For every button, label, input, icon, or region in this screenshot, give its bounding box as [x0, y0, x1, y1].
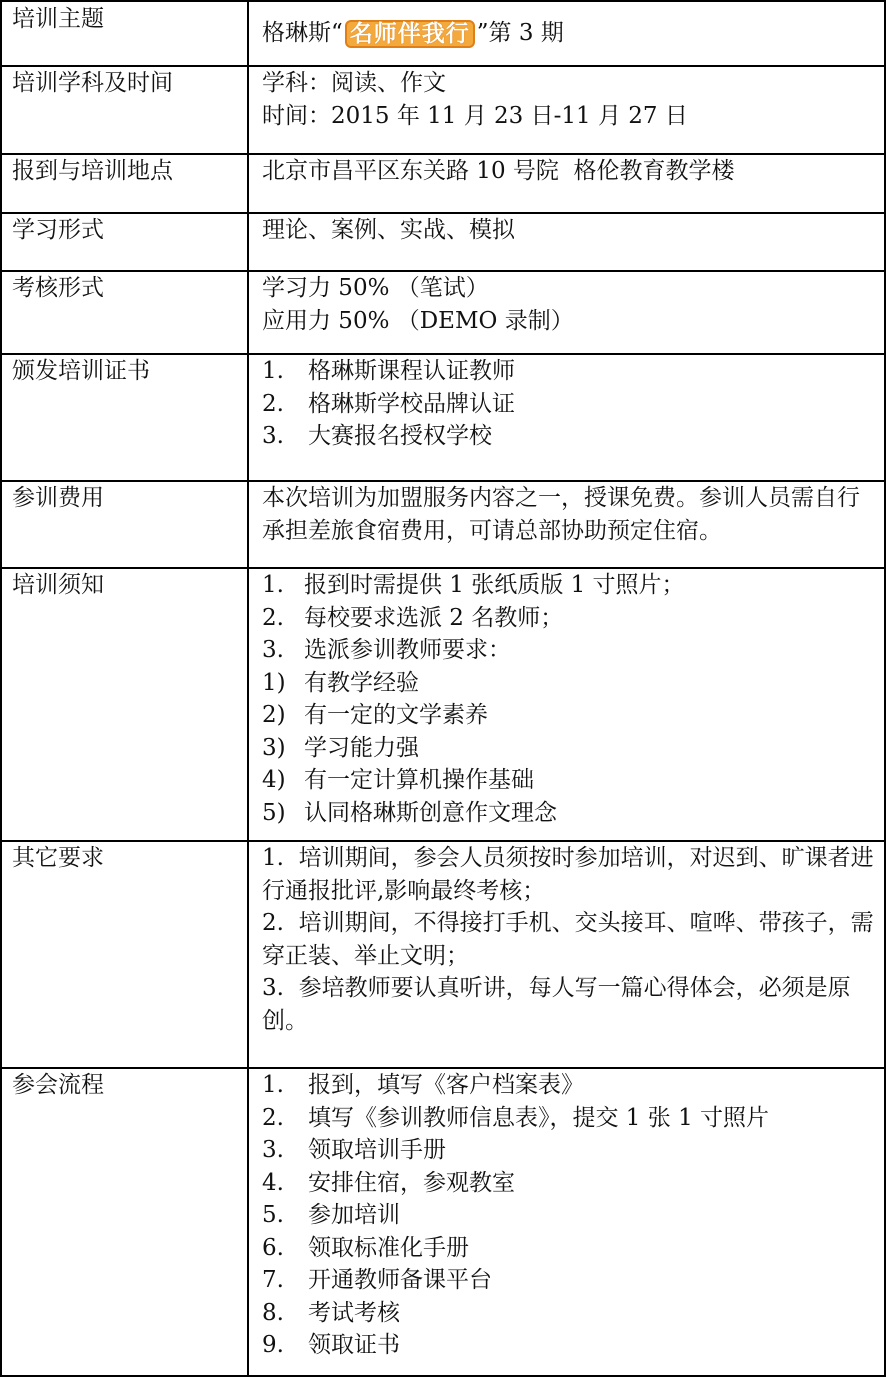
row-process — [0, 1067, 886, 1375]
theme-prefix: 格琳斯“ — [262, 20, 343, 46]
assessment-line: 应用力 50% （DEMO 录制） — [262, 307, 574, 334]
row-content — [262, 569, 878, 829]
list-number: 4) — [262, 767, 286, 793]
row-study-form — [0, 212, 886, 270]
theme-suffix: ”第 3 期 — [476, 20, 564, 46]
row-content — [262, 355, 878, 453]
list-item — [262, 602, 878, 635]
list-number: 3. — [262, 423, 284, 449]
list-item — [262, 420, 878, 453]
row-certificates — [0, 353, 886, 480]
list-item — [262, 797, 878, 830]
row-notice — [0, 567, 886, 840]
list-text: 开通教师备课平台 — [308, 1267, 492, 1293]
list-text: 安排住宿，参观教室 — [308, 1169, 515, 1196]
requirement-paragraph: 2. 培训期间，不得接打手机、交头接耳、喧哗、带孩子，需穿正装、举止文明； — [262, 910, 874, 969]
row-assessment — [0, 270, 886, 353]
list-text: 领取证书 — [308, 1332, 400, 1358]
list-number: 6. — [262, 1234, 284, 1261]
list-item — [262, 1134, 878, 1167]
study-form-text: 理论、案例、实战、模拟 — [262, 217, 515, 243]
list-number: 3) — [262, 734, 286, 761]
list-text: 学习能力强 — [304, 734, 419, 761]
list-number: 1. — [262, 358, 284, 384]
list-item — [262, 1167, 878, 1200]
list-number: 2. — [262, 1104, 284, 1131]
list-item — [262, 1069, 878, 1102]
list-text: 每校要求选派 2 名教师； — [304, 604, 564, 631]
list-item — [262, 355, 878, 388]
row-label: 其它要求 — [12, 845, 104, 871]
list-text: 格琳斯学校品牌认证 — [308, 390, 515, 417]
row-label: 考核形式 — [12, 275, 104, 301]
row-fees — [0, 480, 886, 567]
list-number: 7. — [262, 1267, 284, 1293]
row-content — [262, 1069, 878, 1362]
list-text: 有一定计算机操作基础 — [304, 767, 534, 793]
list-text: 领取培训手册 — [308, 1137, 446, 1163]
list-text: 填写《参训教师信息表》，提交 1 张 1 寸照片 — [308, 1104, 770, 1131]
row-content — [262, 155, 878, 188]
requirement-paragraph: 1. 培训期间，参会人员须按时参加培训，对迟到、旷课者进行通报批评,影响最终考核； — [262, 845, 874, 904]
row-content — [262, 272, 878, 337]
list-number: 3. — [262, 637, 284, 663]
time-text: 时间：2015 年 11 月 23 日-11 月 27 日 — [262, 102, 688, 129]
list-item — [262, 732, 878, 765]
list-text: 有教学经验 — [304, 669, 419, 696]
list-item — [262, 667, 878, 700]
list-item — [262, 388, 878, 421]
list-item — [262, 1102, 878, 1135]
list-number: 4. — [262, 1169, 284, 1196]
list-text: 领取标准化手册 — [308, 1234, 469, 1261]
list-item — [262, 1199, 878, 1232]
list-item — [262, 1297, 878, 1330]
row-content — [262, 67, 878, 132]
list-number: 8. — [262, 1299, 284, 1326]
list-item — [262, 1232, 878, 1265]
list-item — [262, 1264, 878, 1297]
list-number: 3. — [262, 1137, 284, 1163]
row-content — [262, 214, 878, 247]
row-label: 报到与培训地点 — [12, 158, 173, 184]
list-text: 参加培训 — [308, 1202, 400, 1228]
row-label: 学习形式 — [12, 217, 104, 243]
list-number: 5) — [262, 799, 286, 826]
list-number: 5. — [262, 1202, 284, 1228]
list-text: 考试考核 — [308, 1299, 400, 1326]
row-label: 培训学科及时间 — [12, 70, 173, 96]
list-item — [262, 569, 878, 602]
program-logo: 名师伴我行 — [345, 20, 475, 48]
list-text: 大赛报名授权学校 — [308, 423, 492, 449]
row-subject-time — [0, 65, 886, 153]
list-text: 报到时需提供 1 张纸质版 1 寸照片； — [304, 572, 685, 598]
row-location — [0, 153, 886, 212]
list-number: 2) — [262, 702, 286, 728]
assessment-line: 学习力 50% （笔试） — [262, 275, 489, 301]
list-text: 有一定的文学素养 — [304, 702, 488, 728]
list-number: 2. — [262, 390, 284, 417]
list-number: 1. — [262, 572, 284, 598]
location-text: 北京市昌平区东关路 10 号院 格伦教育教学楼 — [262, 158, 735, 184]
list-item — [262, 764, 878, 797]
list-number: 9. — [262, 1332, 284, 1358]
list-text: 认同格琳斯创意作文理念 — [304, 799, 557, 826]
subject-text: 学科：阅读、作文 — [262, 70, 446, 96]
list-item — [262, 1329, 878, 1362]
row-label: 培训须知 — [12, 572, 104, 598]
row-label: 参会流程 — [12, 1072, 104, 1098]
row-label: 颁发培训证书 — [12, 358, 150, 384]
row-label: 参训费用 — [12, 485, 104, 511]
row-content — [262, 17, 878, 50]
row-content — [262, 842, 878, 1037]
row-other-requirements — [0, 840, 886, 1067]
requirement-paragraph: 3. 参培教师要认真听讲，每人写一篇心得体会，必须是原创。 — [262, 975, 851, 1034]
row-theme — [0, 0, 886, 65]
list-number: 2. — [262, 604, 284, 631]
list-number: 1) — [262, 669, 286, 696]
list-text: 格琳斯课程认证教师 — [308, 358, 515, 384]
list-number: 1. — [262, 1072, 284, 1098]
row-label: 培训主题 — [12, 6, 104, 32]
list-text: 选派参训教师要求： — [304, 637, 511, 663]
fees-text: 本次培训为加盟服务内容之一，授课免费。参训人员需自行承担差旅食宿费用，可请总部协助预定住宿。 — [262, 485, 860, 544]
list-item — [262, 699, 878, 732]
list-item — [262, 634, 878, 667]
list-text: 报到，填写《客户档案表》 — [308, 1072, 584, 1098]
